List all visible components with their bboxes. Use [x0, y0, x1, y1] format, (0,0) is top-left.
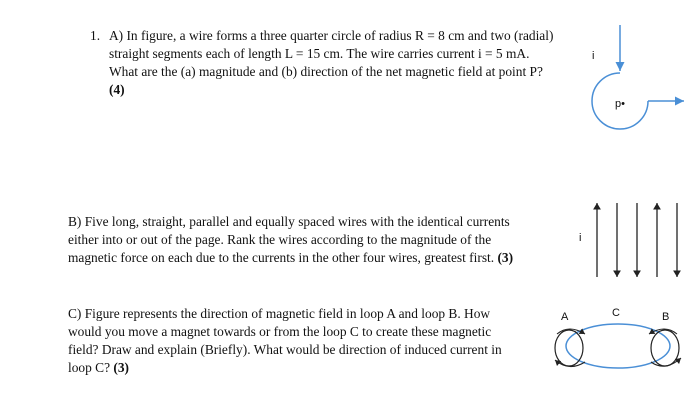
loop-c-label: C: [612, 307, 620, 319]
figure-three-quarter-loop: [580, 25, 690, 135]
part-b-marks: (3): [497, 250, 514, 265]
part-c-line-2: would you move a magnet towards or from the loop C to create these magnetic: [68, 324, 492, 339]
figure-three-loops: [545, 300, 695, 380]
part-a-line-3: What are the (a) magnitude and (b) direction of the net magnetic field at point P?: [109, 64, 543, 79]
part-c-line-1: C) Figure represents the direction of magnetic field in loop A and loop B. How: [68, 306, 491, 321]
part-c-line-3: field? Draw and explain (Briefly). What would be direction of induced current in: [68, 342, 502, 357]
part-b-line-2: either into or out of the page. Rank the wires according to the magnitude of the: [68, 232, 492, 247]
question-part-b: [68, 213, 513, 267]
loop-a: [555, 330, 583, 366]
loop-b: [651, 330, 679, 366]
question-number: 1.: [90, 28, 101, 43]
current-label-a: i: [592, 50, 595, 62]
part-c-line-4: loop C? (3): [68, 360, 130, 375]
part-a-line-2: straight segments each of length L = 15 cm. The wire carries current i = 5 mA.: [109, 46, 530, 61]
question-part-c: [68, 305, 502, 377]
part-b-line-3: magnetic force on each due to the currents in the other four wires, greatest first. (3): [68, 250, 514, 265]
part-c-marks: (3): [113, 360, 130, 375]
part-a-marks: (4): [109, 82, 125, 97]
loop-b-label: B: [662, 311, 670, 323]
question-part-a: [109, 27, 553, 99]
current-label-b: i: [579, 232, 582, 244]
point-p-label: p•: [615, 98, 625, 110]
part-a-line-1: A) In figure, a wire forms a three quarter circle of radius R = 8 cm and two (radial): [109, 28, 554, 43]
part-b-line-1: B) Five long, straight, parallel and equally spaced wires with the identical currents: [68, 214, 510, 229]
figure-parallel-wires: [565, 195, 685, 285]
loop-a-label: A: [561, 311, 569, 323]
